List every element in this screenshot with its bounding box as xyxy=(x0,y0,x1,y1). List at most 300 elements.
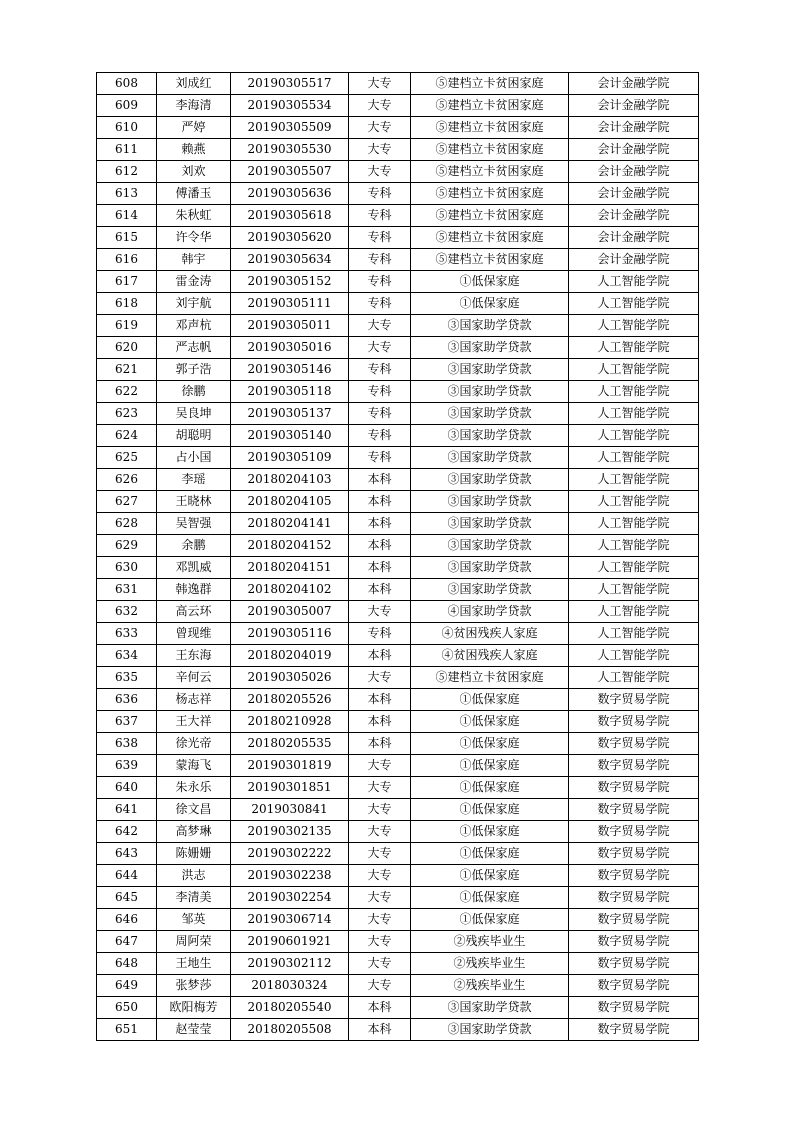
student-name-cell: 李瑶 xyxy=(157,469,231,491)
student-name-cell: 朱永乐 xyxy=(157,777,231,799)
row-number-cell: 642 xyxy=(97,821,157,843)
table-row xyxy=(97,227,699,249)
aid-category-cell: ③国家助学贷款 xyxy=(411,535,569,557)
college-cell: 人工智能学院 xyxy=(569,623,699,645)
table-row xyxy=(97,337,699,359)
aid-category-cell: ④贫困残疾人家庭 xyxy=(411,645,569,667)
row-number-cell: 621 xyxy=(97,359,157,381)
row-number-cell: 635 xyxy=(97,667,157,689)
student-id-cell: 2018030324 xyxy=(231,975,349,997)
student-list-table xyxy=(96,72,699,1041)
college-cell: 数字贸易学院 xyxy=(569,689,699,711)
row-number-cell: 624 xyxy=(97,425,157,447)
row-number-cell: 610 xyxy=(97,117,157,139)
education-level-cell: 大专 xyxy=(349,887,411,909)
college-cell: 人工智能学院 xyxy=(569,579,699,601)
student-name-cell: 余鹏 xyxy=(157,535,231,557)
education-level-cell: 本科 xyxy=(349,1019,411,1041)
aid-category-cell: ⑤建档立卡贫困家庭 xyxy=(411,95,569,117)
aid-category-cell: ⑤建档立卡贫困家庭 xyxy=(411,667,569,689)
college-cell: 数字贸易学院 xyxy=(569,799,699,821)
student-name-cell: 欧阳梅芳 xyxy=(157,997,231,1019)
table-row xyxy=(97,623,699,645)
row-number-cell: 634 xyxy=(97,645,157,667)
college-cell: 人工智能学院 xyxy=(569,535,699,557)
student-name-cell: 雷金涛 xyxy=(157,271,231,293)
student-name-cell: 杨志祥 xyxy=(157,689,231,711)
student-name-cell: 邓凯威 xyxy=(157,557,231,579)
education-level-cell: 专科 xyxy=(349,381,411,403)
table-row xyxy=(97,271,699,293)
education-level-cell: 本科 xyxy=(349,491,411,513)
education-level-cell: 本科 xyxy=(349,557,411,579)
student-name-cell: 许令华 xyxy=(157,227,231,249)
college-cell: 会计金融学院 xyxy=(569,161,699,183)
row-number-cell: 649 xyxy=(97,975,157,997)
student-name-cell: 赖燕 xyxy=(157,139,231,161)
row-number-cell: 630 xyxy=(97,557,157,579)
aid-category-cell: ①低保家庭 xyxy=(411,821,569,843)
student-id-cell: 20180205540 xyxy=(231,997,349,1019)
student-id-cell: 20180204103 xyxy=(231,469,349,491)
college-cell: 数字贸易学院 xyxy=(569,997,699,1019)
college-cell: 数字贸易学院 xyxy=(569,931,699,953)
student-name-cell: 徐文昌 xyxy=(157,799,231,821)
aid-category-cell: ③国家助学贷款 xyxy=(411,513,569,535)
table-row xyxy=(97,95,699,117)
education-level-cell: 大专 xyxy=(349,337,411,359)
student-list-table-container xyxy=(96,72,698,1041)
college-cell: 数字贸易学院 xyxy=(569,909,699,931)
college-cell: 数字贸易学院 xyxy=(569,887,699,909)
student-name-cell: 王东海 xyxy=(157,645,231,667)
table-row xyxy=(97,359,699,381)
student-id-cell: 20180204019 xyxy=(231,645,349,667)
row-number-cell: 638 xyxy=(97,733,157,755)
table-row xyxy=(97,469,699,491)
education-level-cell: 大专 xyxy=(349,601,411,623)
aid-category-cell: ①低保家庭 xyxy=(411,755,569,777)
student-id-cell: 20180204105 xyxy=(231,491,349,513)
college-cell: 人工智能学院 xyxy=(569,337,699,359)
aid-category-cell: ⑤建档立卡贫困家庭 xyxy=(411,227,569,249)
student-id-cell: 20180204152 xyxy=(231,535,349,557)
student-name-cell: 张梦莎 xyxy=(157,975,231,997)
student-name-cell: 严婷 xyxy=(157,117,231,139)
aid-category-cell: ⑤建档立卡贫困家庭 xyxy=(411,205,569,227)
education-level-cell: 大专 xyxy=(349,843,411,865)
college-cell: 数字贸易学院 xyxy=(569,733,699,755)
aid-category-cell: ④国家助学贷款 xyxy=(411,601,569,623)
college-cell: 数字贸易学院 xyxy=(569,755,699,777)
student-id-cell: 20190601921 xyxy=(231,931,349,953)
row-number-cell: 650 xyxy=(97,997,157,1019)
education-level-cell: 专科 xyxy=(349,623,411,645)
table-row xyxy=(97,645,699,667)
row-number-cell: 619 xyxy=(97,315,157,337)
student-name-cell: 刘欢 xyxy=(157,161,231,183)
student-id-cell: 20190301851 xyxy=(231,777,349,799)
table-row xyxy=(97,755,699,777)
student-id-cell: 20190302222 xyxy=(231,843,349,865)
education-level-cell: 大专 xyxy=(349,865,411,887)
row-number-cell: 614 xyxy=(97,205,157,227)
student-id-cell: 20190305507 xyxy=(231,161,349,183)
row-number-cell: 623 xyxy=(97,403,157,425)
college-cell: 人工智能学院 xyxy=(569,425,699,447)
table-row xyxy=(97,513,699,535)
education-level-cell: 大专 xyxy=(349,799,411,821)
aid-category-cell: ①低保家庭 xyxy=(411,777,569,799)
student-id-cell: 20190305007 xyxy=(231,601,349,623)
row-number-cell: 637 xyxy=(97,711,157,733)
table-row xyxy=(97,909,699,931)
student-name-cell: 朱秋虹 xyxy=(157,205,231,227)
aid-category-cell: ①低保家庭 xyxy=(411,293,569,315)
student-id-cell: 20180205508 xyxy=(231,1019,349,1041)
aid-category-cell: ③国家助学贷款 xyxy=(411,381,569,403)
aid-category-cell: ①低保家庭 xyxy=(411,271,569,293)
aid-category-cell: ③国家助学贷款 xyxy=(411,359,569,381)
college-cell: 数字贸易学院 xyxy=(569,1019,699,1041)
education-level-cell: 本科 xyxy=(349,689,411,711)
student-name-cell: 辛何云 xyxy=(157,667,231,689)
table-row xyxy=(97,997,699,1019)
table-row xyxy=(97,205,699,227)
table-row xyxy=(97,799,699,821)
education-level-cell: 专科 xyxy=(349,249,411,271)
row-number-cell: 641 xyxy=(97,799,157,821)
student-id-cell: 20190305618 xyxy=(231,205,349,227)
row-number-cell: 636 xyxy=(97,689,157,711)
table-row xyxy=(97,139,699,161)
college-cell: 会计金融学院 xyxy=(569,249,699,271)
aid-category-cell: ③国家助学贷款 xyxy=(411,557,569,579)
aid-category-cell: ③国家助学贷款 xyxy=(411,469,569,491)
education-level-cell: 本科 xyxy=(349,469,411,491)
student-id-cell: 20190305109 xyxy=(231,447,349,469)
college-cell: 数字贸易学院 xyxy=(569,711,699,733)
college-cell: 数字贸易学院 xyxy=(569,953,699,975)
college-cell: 人工智能学院 xyxy=(569,381,699,403)
row-number-cell: 609 xyxy=(97,95,157,117)
aid-category-cell: ③国家助学贷款 xyxy=(411,315,569,337)
college-cell: 人工智能学院 xyxy=(569,601,699,623)
college-cell: 人工智能学院 xyxy=(569,447,699,469)
aid-category-cell: ①低保家庭 xyxy=(411,689,569,711)
college-cell: 人工智能学院 xyxy=(569,293,699,315)
education-level-cell: 大专 xyxy=(349,931,411,953)
student-name-cell: 周阿荣 xyxy=(157,931,231,953)
row-number-cell: 615 xyxy=(97,227,157,249)
aid-category-cell: ⑤建档立卡贫困家庭 xyxy=(411,117,569,139)
aid-category-cell: ③国家助学贷款 xyxy=(411,447,569,469)
education-level-cell: 专科 xyxy=(349,447,411,469)
table-row xyxy=(97,931,699,953)
student-id-cell: 20190305620 xyxy=(231,227,349,249)
aid-category-cell: ②残疾毕业生 xyxy=(411,931,569,953)
college-cell: 会计金融学院 xyxy=(569,227,699,249)
table-row xyxy=(97,381,699,403)
table-row xyxy=(97,491,699,513)
aid-category-cell: ③国家助学贷款 xyxy=(411,997,569,1019)
college-cell: 数字贸易学院 xyxy=(569,865,699,887)
education-level-cell: 本科 xyxy=(349,711,411,733)
student-name-cell: 洪志 xyxy=(157,865,231,887)
college-cell: 人工智能学院 xyxy=(569,469,699,491)
education-level-cell: 专科 xyxy=(349,403,411,425)
table-row xyxy=(97,1019,699,1041)
student-id-cell: 2019030841 xyxy=(231,799,349,821)
student-name-cell: 吴良坤 xyxy=(157,403,231,425)
student-id-cell: 20180205535 xyxy=(231,733,349,755)
education-level-cell: 大专 xyxy=(349,139,411,161)
education-level-cell: 大专 xyxy=(349,95,411,117)
table-row xyxy=(97,821,699,843)
aid-category-cell: ③国家助学贷款 xyxy=(411,425,569,447)
education-level-cell: 大专 xyxy=(349,73,411,95)
row-number-cell: 622 xyxy=(97,381,157,403)
student-name-cell: 李海清 xyxy=(157,95,231,117)
aid-category-cell: ③国家助学贷款 xyxy=(411,579,569,601)
student-name-cell: 王晓林 xyxy=(157,491,231,513)
education-level-cell: 大专 xyxy=(349,821,411,843)
row-number-cell: 618 xyxy=(97,293,157,315)
student-name-cell: 韩宇 xyxy=(157,249,231,271)
student-id-cell: 20190301819 xyxy=(231,755,349,777)
student-name-cell: 郭子浩 xyxy=(157,359,231,381)
aid-category-cell: ①低保家庭 xyxy=(411,843,569,865)
row-number-cell: 644 xyxy=(97,865,157,887)
student-id-cell: 20190306714 xyxy=(231,909,349,931)
table-row xyxy=(97,403,699,425)
table-row xyxy=(97,425,699,447)
college-cell: 数字贸易学院 xyxy=(569,777,699,799)
aid-category-cell: ③国家助学贷款 xyxy=(411,403,569,425)
aid-category-cell: ③国家助学贷款 xyxy=(411,1019,569,1041)
row-number-cell: 625 xyxy=(97,447,157,469)
education-level-cell: 本科 xyxy=(349,997,411,1019)
college-cell: 人工智能学院 xyxy=(569,667,699,689)
college-cell: 人工智能学院 xyxy=(569,513,699,535)
table-row xyxy=(97,579,699,601)
row-number-cell: 648 xyxy=(97,953,157,975)
student-id-cell: 20180205526 xyxy=(231,689,349,711)
table-row xyxy=(97,557,699,579)
table-row xyxy=(97,777,699,799)
student-id-cell: 20190305636 xyxy=(231,183,349,205)
college-cell: 数字贸易学院 xyxy=(569,843,699,865)
education-level-cell: 大专 xyxy=(349,953,411,975)
row-number-cell: 620 xyxy=(97,337,157,359)
student-id-cell: 20190305509 xyxy=(231,117,349,139)
college-cell: 会计金融学院 xyxy=(569,117,699,139)
aid-category-cell: ①低保家庭 xyxy=(411,865,569,887)
row-number-cell: 631 xyxy=(97,579,157,601)
education-level-cell: 专科 xyxy=(349,227,411,249)
row-number-cell: 611 xyxy=(97,139,157,161)
college-cell: 会计金融学院 xyxy=(569,73,699,95)
college-cell: 数字贸易学院 xyxy=(569,975,699,997)
student-id-cell: 20190305118 xyxy=(231,381,349,403)
education-level-cell: 专科 xyxy=(349,271,411,293)
student-id-cell: 20190305137 xyxy=(231,403,349,425)
student-name-cell: 高云环 xyxy=(157,601,231,623)
row-number-cell: 643 xyxy=(97,843,157,865)
education-level-cell: 专科 xyxy=(349,359,411,381)
student-id-cell: 20190305534 xyxy=(231,95,349,117)
student-id-cell: 20190305016 xyxy=(231,337,349,359)
student-id-cell: 20190305011 xyxy=(231,315,349,337)
student-id-cell: 20190305111 xyxy=(231,293,349,315)
student-id-cell: 20190305634 xyxy=(231,249,349,271)
table-row xyxy=(97,161,699,183)
education-level-cell: 大专 xyxy=(349,975,411,997)
education-level-cell: 大专 xyxy=(349,777,411,799)
college-cell: 人工智能学院 xyxy=(569,645,699,667)
row-number-cell: 612 xyxy=(97,161,157,183)
education-level-cell: 本科 xyxy=(349,733,411,755)
row-number-cell: 627 xyxy=(97,491,157,513)
college-cell: 会计金融学院 xyxy=(569,205,699,227)
table-row xyxy=(97,975,699,997)
student-name-cell: 傅潘玉 xyxy=(157,183,231,205)
row-number-cell: 645 xyxy=(97,887,157,909)
education-level-cell: 大专 xyxy=(349,667,411,689)
student-id-cell: 20190305026 xyxy=(231,667,349,689)
education-level-cell: 本科 xyxy=(349,579,411,601)
table-row xyxy=(97,953,699,975)
aid-category-cell: ②残疾毕业生 xyxy=(411,953,569,975)
student-name-cell: 曾现维 xyxy=(157,623,231,645)
student-name-cell: 严志帆 xyxy=(157,337,231,359)
aid-category-cell: ⑤建档立卡贫困家庭 xyxy=(411,139,569,161)
education-level-cell: 本科 xyxy=(349,645,411,667)
aid-category-cell: ⑤建档立卡贫困家庭 xyxy=(411,161,569,183)
aid-category-cell: ①低保家庭 xyxy=(411,711,569,733)
row-number-cell: 617 xyxy=(97,271,157,293)
education-level-cell: 本科 xyxy=(349,513,411,535)
student-name-cell: 占小国 xyxy=(157,447,231,469)
table-row xyxy=(97,183,699,205)
student-name-cell: 韩逸群 xyxy=(157,579,231,601)
row-number-cell: 629 xyxy=(97,535,157,557)
table-row xyxy=(97,601,699,623)
table-row xyxy=(97,667,699,689)
row-number-cell: 640 xyxy=(97,777,157,799)
aid-category-cell: ①低保家庭 xyxy=(411,799,569,821)
education-level-cell: 专科 xyxy=(349,205,411,227)
college-cell: 数字贸易学院 xyxy=(569,821,699,843)
student-name-cell: 胡聪明 xyxy=(157,425,231,447)
aid-category-cell: ⑤建档立卡贫困家庭 xyxy=(411,249,569,271)
row-number-cell: 626 xyxy=(97,469,157,491)
student-id-cell: 20190302238 xyxy=(231,865,349,887)
student-name-cell: 徐光帝 xyxy=(157,733,231,755)
student-name-cell: 陈姗姗 xyxy=(157,843,231,865)
education-level-cell: 专科 xyxy=(349,293,411,315)
row-number-cell: 628 xyxy=(97,513,157,535)
student-name-cell: 王大祥 xyxy=(157,711,231,733)
row-number-cell: 632 xyxy=(97,601,157,623)
aid-category-cell: ①低保家庭 xyxy=(411,733,569,755)
education-level-cell: 大专 xyxy=(349,161,411,183)
table-row xyxy=(97,249,699,271)
student-name-cell: 邹英 xyxy=(157,909,231,931)
student-id-cell: 20190305152 xyxy=(231,271,349,293)
student-id-cell: 20190302135 xyxy=(231,821,349,843)
row-number-cell: 646 xyxy=(97,909,157,931)
row-number-cell: 608 xyxy=(97,73,157,95)
table-row xyxy=(97,535,699,557)
aid-category-cell: ③国家助学贷款 xyxy=(411,337,569,359)
education-level-cell: 大专 xyxy=(349,117,411,139)
row-number-cell: 651 xyxy=(97,1019,157,1041)
row-number-cell: 633 xyxy=(97,623,157,645)
student-id-cell: 20190305530 xyxy=(231,139,349,161)
college-cell: 人工智能学院 xyxy=(569,315,699,337)
college-cell: 人工智能学院 xyxy=(569,557,699,579)
student-id-cell: 20190305140 xyxy=(231,425,349,447)
student-name-cell: 李清美 xyxy=(157,887,231,909)
table-row xyxy=(97,447,699,469)
college-cell: 会计金融学院 xyxy=(569,183,699,205)
education-level-cell: 本科 xyxy=(349,535,411,557)
row-number-cell: 616 xyxy=(97,249,157,271)
college-cell: 人工智能学院 xyxy=(569,271,699,293)
aid-category-cell: ⑤建档立卡贫困家庭 xyxy=(411,183,569,205)
student-name-cell: 邓声杭 xyxy=(157,315,231,337)
student-id-cell: 20180204141 xyxy=(231,513,349,535)
table-row xyxy=(97,689,699,711)
student-name-cell: 吴智强 xyxy=(157,513,231,535)
student-name-cell: 蒙海飞 xyxy=(157,755,231,777)
table-row xyxy=(97,315,699,337)
student-name-cell: 赵莹莹 xyxy=(157,1019,231,1041)
aid-category-cell: ⑤建档立卡贫困家庭 xyxy=(411,73,569,95)
education-level-cell: 专科 xyxy=(349,425,411,447)
table-row xyxy=(97,865,699,887)
table-row xyxy=(97,293,699,315)
college-cell: 会计金融学院 xyxy=(569,139,699,161)
student-id-cell: 20180204102 xyxy=(231,579,349,601)
college-cell: 人工智能学院 xyxy=(569,359,699,381)
student-id-cell: 20190305116 xyxy=(231,623,349,645)
table-row xyxy=(97,117,699,139)
aid-category-cell: ③国家助学贷款 xyxy=(411,491,569,513)
education-level-cell: 大专 xyxy=(349,909,411,931)
student-id-cell: 20180210928 xyxy=(231,711,349,733)
aid-category-cell: ①低保家庭 xyxy=(411,909,569,931)
row-number-cell: 613 xyxy=(97,183,157,205)
table-row xyxy=(97,733,699,755)
student-id-cell: 20190305146 xyxy=(231,359,349,381)
student-id-cell: 20190302254 xyxy=(231,887,349,909)
student-name-cell: 刘宇航 xyxy=(157,293,231,315)
student-name-cell: 王地生 xyxy=(157,953,231,975)
aid-category-cell: ①低保家庭 xyxy=(411,887,569,909)
table-body xyxy=(97,73,699,1041)
education-level-cell: 专科 xyxy=(349,183,411,205)
college-cell: 会计金融学院 xyxy=(569,95,699,117)
table-row xyxy=(97,843,699,865)
row-number-cell: 647 xyxy=(97,931,157,953)
table-row xyxy=(97,711,699,733)
student-id-cell: 20180204151 xyxy=(231,557,349,579)
table-row xyxy=(97,73,699,95)
table-row xyxy=(97,887,699,909)
student-name-cell: 高梦琳 xyxy=(157,821,231,843)
